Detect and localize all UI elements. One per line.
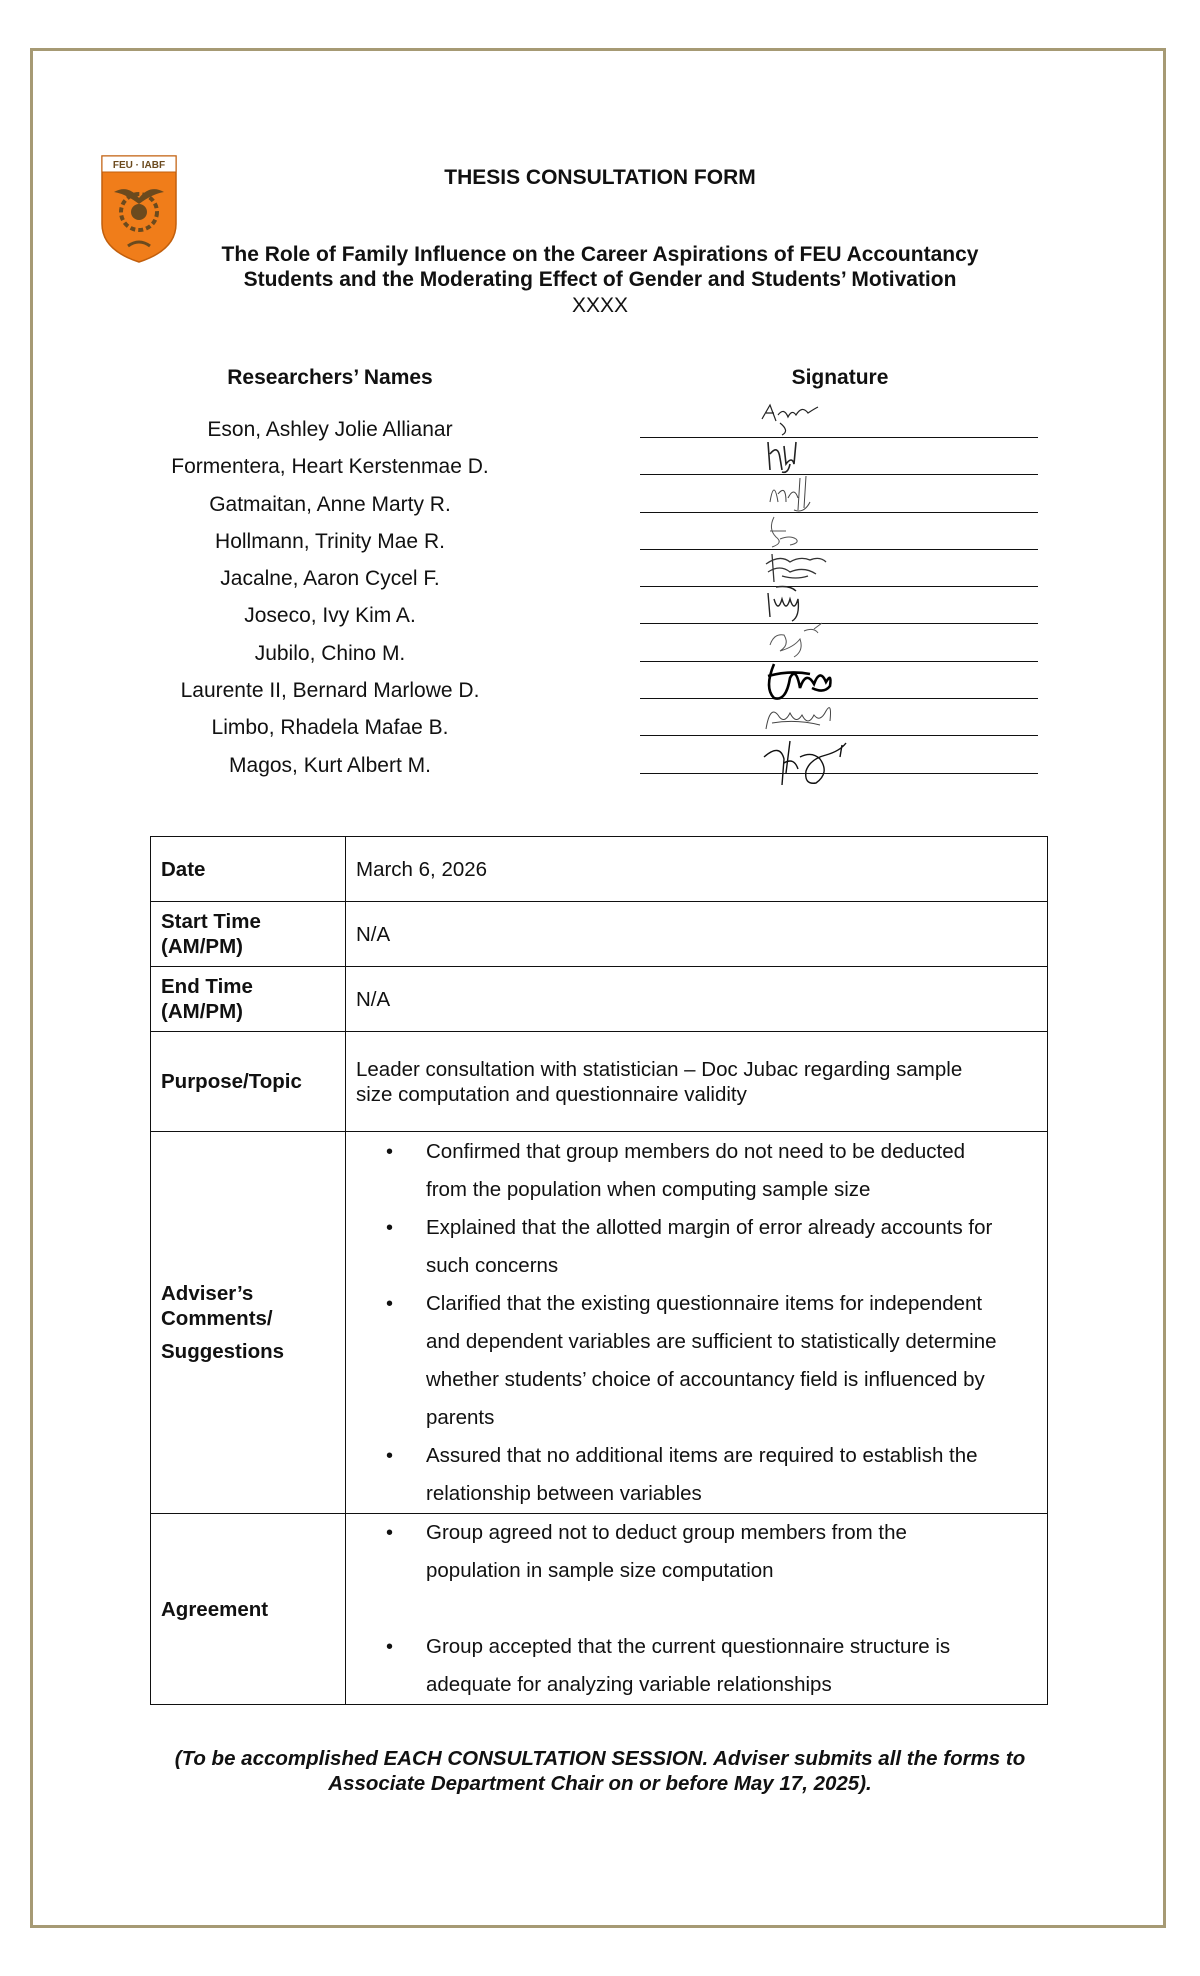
table-row <box>151 902 1048 967</box>
purpose-label: Purpose/Topic <box>151 1032 346 1132</box>
handwritten-signature <box>760 583 820 623</box>
purpose-value <box>346 1032 1048 1132</box>
label-line: (AM/PM) <box>161 935 243 958</box>
bullet-line: such concerns <box>426 1253 559 1277</box>
researcher-name: Limbo, Rhadela Mafae B. <box>211 716 449 740</box>
signature-row <box>640 601 1038 638</box>
handwritten-signature <box>760 695 840 735</box>
handwritten-signature <box>760 397 820 437</box>
comments-list <box>356 1133 1037 1513</box>
researcher-name: Gatmaitan, Anne Marty R. <box>209 492 451 516</box>
researcher-name: Jacalne, Aaron Cycel F. <box>220 567 440 591</box>
bullet-line: parents <box>426 1405 495 1429</box>
signature-lines <box>640 415 1038 788</box>
table-row <box>151 837 1048 902</box>
researchers-list <box>130 415 530 788</box>
bullet-item <box>426 1209 1037 1285</box>
researcher-name: Laurente II, Bernard Marlowe D. <box>180 679 480 703</box>
bullet-line: and dependent variables are sufficient to statistically determine <box>426 1329 997 1353</box>
label-line: (AM/PM) <box>161 1000 243 1023</box>
bullet-line: from the population when computing sample size <box>426 1177 871 1201</box>
signature-row <box>640 415 1038 452</box>
footnote-line: Associate Department Chair on or before May 17, 2025). <box>328 1772 872 1795</box>
bullet-line: • Assured that no additional items are required to establish the <box>426 1443 978 1467</box>
bullet-line: • Clarified that the existing questionnaire items for independent <box>426 1291 983 1315</box>
bullet-line: adequate for analyzing variable relationships <box>426 1673 832 1696</box>
bullet-line: • Group agreed not to deduct group members from the <box>426 1521 907 1544</box>
handwritten-signature <box>760 621 830 661</box>
researcher-name: Eson, Ashley Jolie Allianar <box>207 418 453 441</box>
researcher-name: Jubilo, Chino M. <box>254 641 406 665</box>
purpose-line: Leader consultation with statistician – Doc Jubac regarding sample <box>356 1057 963 1081</box>
table-row <box>151 1032 1048 1132</box>
signature-line <box>640 586 1038 587</box>
signature-line <box>640 512 1038 513</box>
handwritten-signature <box>760 434 820 474</box>
bullet-item <box>426 1133 1037 1209</box>
bullet-line: relationship between variables <box>426 1481 702 1505</box>
thesis-title-line: The Role of Family Influence on the Career Aspirations of FEU Accountancy <box>221 243 979 266</box>
signature-header: Signature <box>791 366 889 389</box>
label-line: Start Time <box>161 910 261 933</box>
handwritten-signature <box>760 733 850 789</box>
researcher-name: Magos, Kurt Albert M. <box>229 753 431 777</box>
researcher-name: Joseco, Ivy Kim A. <box>244 604 416 628</box>
bullet-line: • Confirmed that group members do not need to be deducted <box>426 1139 966 1163</box>
date-label: Date <box>151 837 346 902</box>
bullet-item <box>426 1437 1037 1513</box>
footnote <box>120 1746 1080 1796</box>
bullet-line: whether students’ choice of accountancy field is influenced by <box>426 1367 985 1391</box>
agreement-list <box>356 1514 1037 1704</box>
start-time-label <box>151 902 346 967</box>
start-time-value: N/A <box>346 902 1048 967</box>
comments-value <box>346 1132 1048 1514</box>
thesis-code: XXXX <box>571 294 629 317</box>
bullet-item <box>426 1628 1037 1704</box>
date-value: March 6, 2026 <box>346 837 1048 902</box>
signature-row <box>640 452 1038 489</box>
signature-line <box>640 623 1038 624</box>
signature-row <box>640 527 1038 564</box>
researcher-name: Hollmann, Trinity Mae R. <box>215 529 445 553</box>
signature-row <box>640 490 1038 527</box>
purpose-line: size computation and questionnaire validity <box>356 1082 747 1106</box>
table-row <box>151 1132 1048 1514</box>
consultation-table <box>150 836 1048 1705</box>
researcher-name: Formentera, Heart Kerstenmae D. <box>171 455 489 479</box>
bullet-item <box>426 1514 1037 1590</box>
end-time-value: N/A <box>346 967 1048 1032</box>
signature-line <box>640 437 1038 438</box>
bullet-item <box>426 1285 1037 1437</box>
handwritten-signature <box>760 472 820 512</box>
label-line: Suggestions <box>161 1340 285 1363</box>
comments-label <box>151 1132 346 1514</box>
handwritten-signature <box>760 546 830 586</box>
label-line: Comments/ <box>161 1307 273 1330</box>
researchers-header: Researchers’ Names <box>227 366 433 389</box>
bullet-line: • Explained that the allotted margin of error already accounts for <box>426 1215 993 1239</box>
footnote-line: (To be accomplished EACH CONSULTATION SESSION. Adviser submits all the forms to <box>174 1747 1026 1770</box>
thesis-title-line: Students and the Moderating Effect of Gender and Students’ Motivation <box>243 268 957 291</box>
signature-line <box>640 549 1038 550</box>
table-row <box>151 967 1048 1032</box>
handwritten-signature <box>760 509 820 549</box>
svg-text:FEU · IABF: FEU · IABF <box>112 160 166 171</box>
table-row <box>151 1514 1048 1705</box>
bullet-line: • Group accepted that the current questionnaire structure is <box>426 1635 951 1658</box>
form-title: THESIS CONSULTATION FORM <box>444 166 756 189</box>
signature-line <box>640 474 1038 475</box>
label-line: End Time <box>161 975 253 998</box>
agreement-label: Agreement <box>151 1514 346 1705</box>
agreement-value <box>346 1514 1048 1705</box>
end-time-label <box>151 967 346 1032</box>
thesis-title <box>150 242 1050 292</box>
signature-row <box>640 564 1038 601</box>
bullet-line: population in sample size computation <box>426 1559 774 1582</box>
label-line: Adviser’s <box>161 1282 254 1305</box>
signature-row <box>640 751 1038 788</box>
